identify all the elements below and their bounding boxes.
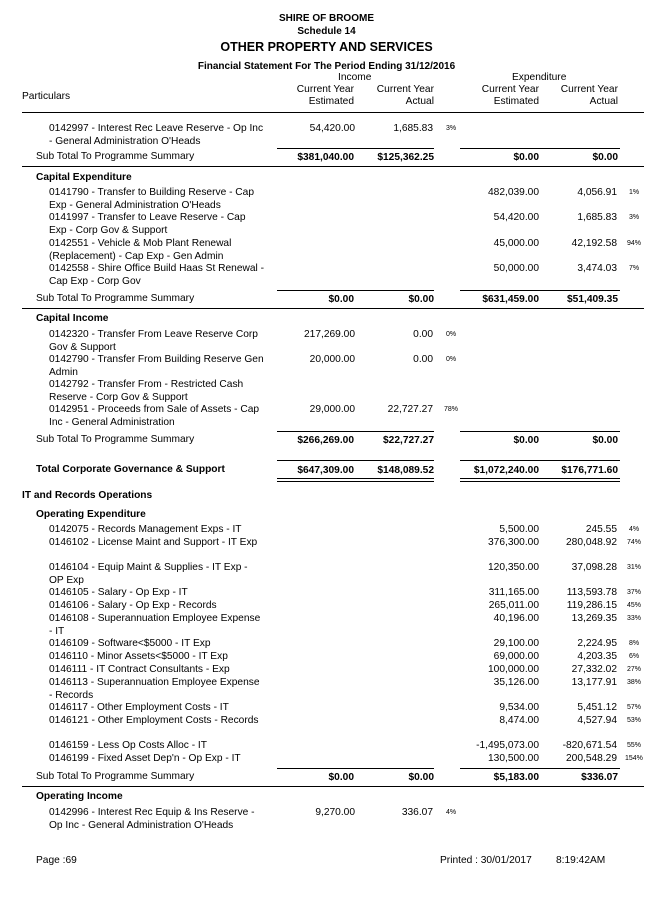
line-item-desc: 0146111 - IT Contract Consultants - Exp — [49, 664, 230, 675]
total-double-rule — [277, 478, 434, 482]
subtotal-rule — [277, 290, 434, 291]
line-item-desc: 0146104 - Equip Maint & Supplies - IT Exp - OP Exp — [49, 562, 248, 586]
divider-rule — [22, 166, 644, 167]
line-item-desc: 0142951 - Proceeds from Sale of Assets - Cap Inc - General Administration — [49, 404, 260, 428]
expenditure-estimated-value: 50,000.00 — [493, 263, 539, 274]
expenditure-percent: 94% — [627, 240, 642, 247]
expenditure-percent: 37% — [627, 589, 642, 596]
subtotal-rule — [277, 431, 434, 432]
expenditure-estimated-value: 8,474.00 — [499, 715, 539, 726]
expenditure-actual-value: 27,332.02 — [571, 664, 617, 675]
printed-time: 8:19:42AM — [556, 855, 606, 866]
subtotal-label: Sub Total To Programme Summary — [36, 293, 195, 304]
total-expenditure-actual: $176,771.60 — [561, 465, 618, 476]
expenditure-estimated-value: 5,500.00 — [499, 524, 539, 535]
expenditure-estimated-value: 376,300.00 — [488, 537, 539, 548]
expenditure-estimated-value: 35,126.00 — [493, 677, 539, 688]
expenditure-estimated-value: 40,196.00 — [493, 613, 539, 624]
expenditure-estimated-heading-l2: Estimated — [493, 96, 539, 107]
expenditure-percent: 3% — [629, 214, 640, 221]
expenditure-estimated-value: 100,000.00 — [488, 664, 539, 675]
total-double-rule — [460, 478, 620, 482]
total-income-actual: $148,089.52 — [377, 465, 434, 476]
divider-rule — [22, 786, 644, 787]
income-estimated-value: 29,000.00 — [309, 404, 355, 415]
line-item-desc: 0146113 - Superannuation Employee Expense - Records — [49, 677, 260, 701]
line-item-desc: 0141790 - Transfer to Building Reserve - Cap Exp - General Administration O'Heads — [49, 187, 254, 211]
income-actual-heading — [352, 84, 434, 108]
income-actual-value: 0.00 — [413, 354, 433, 365]
income-percent: 0% — [446, 356, 457, 363]
expenditure-actual-value: 4,203.35 — [577, 651, 617, 662]
expenditure-actual-value: 37,098.28 — [571, 562, 617, 573]
line-item-desc: 0142996 - Interest Rec Equip & Ins Reserve - Op Inc - General Administration O'Heads — [49, 807, 255, 831]
income-actual-heading-l1: Current Year — [376, 84, 434, 95]
expenditure-actual-value: 42,192.58 — [571, 238, 617, 249]
line-item-desc: 0146121 - Other Employment Costs - Records — [49, 715, 259, 726]
line-item-desc: 0142792 - Transfer From - Restricted Cash Reserve - Corp Gov & Support — [49, 379, 244, 403]
expenditure-actual-value: 5,451.12 — [577, 702, 617, 713]
line-item-desc: 0142790 - Transfer From Building Reserve Gen Admin — [49, 354, 264, 378]
income-actual-heading-l2: Actual — [405, 96, 434, 107]
expenditure-actual-value: 200,548.29 — [566, 753, 617, 764]
subtotal-income-estimated: $381,040.00 — [297, 152, 354, 163]
line-item-desc: 0146110 - Minor Assets<$5000 - IT Exp — [49, 651, 228, 662]
expenditure-percent: 6% — [629, 653, 640, 660]
subtotal-label: Sub Total To Programme Summary — [36, 151, 195, 162]
income-estimated-value: 54,420.00 — [309, 123, 355, 134]
expenditure-percent: 55% — [627, 742, 642, 749]
expenditure-percent: 154% — [625, 755, 643, 762]
expenditure-percent: 8% — [629, 640, 640, 647]
income-percent: 0% — [446, 331, 457, 338]
expenditure-actual-value: 119,286.15 — [566, 600, 617, 611]
expenditure-percent: 57% — [627, 704, 642, 711]
income-percent: 3% — [446, 125, 457, 132]
subtotal-income-actual: $22,727.27 — [383, 435, 434, 446]
expenditure-estimated-value: 482,039.00 — [488, 187, 539, 198]
expenditure-percent: 38% — [627, 679, 642, 686]
subtotal-income-actual: $0.00 — [408, 294, 434, 305]
line-item-desc: 0142320 - Transfer From Leave Reserve Corp Gov & Support — [49, 329, 258, 353]
total-expenditure-estimated: $1,072,240.00 — [473, 465, 539, 476]
line-item-desc: 0146102 - License Maint and Support - IT Exp — [49, 537, 258, 548]
particulars-heading: Particulars — [22, 91, 71, 102]
subtotal-income-estimated: $266,269.00 — [297, 435, 354, 446]
income-percent: 78% — [444, 406, 459, 413]
section-capital-expenditure: Capital Expenditure — [36, 172, 132, 183]
expenditure-actual-value: -820,671.54 — [562, 740, 617, 751]
expenditure-estimated-value: 54,420.00 — [493, 212, 539, 223]
subtotal-expenditure-actual: $51,409.35 — [567, 294, 618, 305]
income-estimated-heading — [270, 84, 354, 108]
subtotal-rule — [460, 431, 620, 432]
printed-date: Printed : 30/01/2017 — [440, 855, 532, 866]
total-income-estimated: $647,309.00 — [297, 465, 354, 476]
subtotal-expenditure-estimated: $0.00 — [513, 435, 539, 446]
program-title: IT and Records Operations — [22, 490, 153, 501]
header-rule — [22, 112, 644, 113]
expenditure-actual-value: 280,048.92 — [566, 537, 617, 548]
statement-subtitle: Financial Statement For The Period Ending 31/12/2016 — [197, 61, 456, 72]
expenditure-estimated-value: 311,165.00 — [488, 587, 539, 598]
expenditure-estimated-heading-l1: Current Year — [481, 84, 539, 95]
line-item-desc: 0146199 - Fixed Asset Dep'n - Op Exp - IT — [49, 753, 241, 764]
total-rule — [460, 460, 620, 461]
expenditure-actual-value: 245.55 — [585, 524, 617, 535]
page-number: Page :69 — [36, 855, 77, 866]
expenditure-percent: 27% — [627, 666, 642, 673]
divider-rule — [22, 308, 644, 309]
line-item-desc: 0142075 - Records Management Exps - IT — [49, 524, 242, 535]
subtotal-expenditure-estimated: $5,183.00 — [493, 772, 539, 783]
expenditure-estimated-value: 69,000.00 — [493, 651, 539, 662]
subtotal-expenditure-actual: $0.00 — [592, 152, 618, 163]
expenditure-percent: 53% — [627, 717, 642, 724]
line-item-desc: 0146106 - Salary - Op Exp - Records — [49, 600, 217, 611]
expenditure-percent: 1% — [629, 189, 640, 196]
total-label: Total Corporate Governance & Support — [36, 464, 225, 475]
subtotal-expenditure-estimated: $0.00 — [513, 152, 539, 163]
subtotal-expenditure-estimated: $631,459.00 — [482, 294, 539, 305]
subtotal-rule — [277, 148, 434, 149]
expenditure-heading: Expenditure — [512, 72, 567, 83]
expenditure-actual-heading-l2: Actual — [589, 96, 618, 107]
subtotal-rule — [460, 148, 620, 149]
income-heading: Income — [338, 72, 372, 83]
line-item-desc: 0142997 - Interest Rec Leave Reserve - Op Inc - General Administration O'Heads — [49, 123, 264, 147]
expenditure-actual-heading-l1: Current Year — [560, 84, 618, 95]
expenditure-percent: 31% — [627, 564, 642, 571]
subtotal-label: Sub Total To Programme Summary — [36, 771, 195, 782]
expenditure-actual-value: 113,593.78 — [566, 587, 617, 598]
income-estimated-heading-l2: Estimated — [308, 96, 354, 107]
subtotal-expenditure-actual: $336.07 — [581, 772, 618, 783]
expenditure-estimated-value: 45,000.00 — [493, 238, 539, 249]
subtotal-income-estimated: $0.00 — [328, 772, 354, 783]
income-estimated-heading-l1: Current Year — [296, 84, 354, 95]
expenditure-estimated-value: 130,500.00 — [488, 753, 539, 764]
income-percent: 4% — [446, 809, 457, 816]
income-estimated-value: 20,000.00 — [309, 354, 355, 365]
expenditure-estimated-value: 265,011.00 — [488, 600, 539, 611]
expenditure-estimated-value: 29,100.00 — [493, 638, 539, 649]
schedule-label: Schedule 14 — [297, 26, 356, 37]
subtotal-rule — [277, 768, 434, 769]
expenditure-actual-value: 1,685.83 — [577, 212, 617, 223]
income-estimated-value: 217,269.00 — [304, 329, 355, 340]
subtotal-income-actual: $0.00 — [408, 772, 434, 783]
subtotal-rule — [460, 768, 620, 769]
section-operating-expenditure: Operating Expenditure — [36, 509, 146, 520]
expenditure-actual-value: 4,527.94 — [577, 715, 617, 726]
expenditure-actual-value: 2,224.95 — [577, 638, 617, 649]
expenditure-actual-value: 4,056.91 — [577, 187, 617, 198]
expenditure-actual-heading — [536, 84, 618, 108]
line-item-desc: 0146105 - Salary - Op Exp - IT — [49, 587, 188, 598]
total-rule — [277, 460, 434, 461]
expenditure-estimated-heading — [455, 84, 539, 108]
expenditure-estimated-value: -1,495,073.00 — [476, 740, 539, 751]
org-name: SHIRE OF BROOME — [278, 13, 374, 24]
subtotal-label: Sub Total To Programme Summary — [36, 434, 195, 445]
income-estimated-value: 9,270.00 — [315, 807, 355, 818]
expenditure-percent: 74% — [627, 539, 642, 546]
expenditure-actual-value: 13,177.91 — [571, 677, 617, 688]
expenditure-actual-value: 13,269.35 — [571, 613, 617, 624]
line-item-desc: 0146159 - Less Op Costs Alloc - IT — [49, 740, 207, 751]
line-item-desc: 0146109 - Software<$5000 - IT Exp — [49, 638, 211, 649]
expenditure-estimated-value: 9,534.00 — [499, 702, 539, 713]
expenditure-percent: 33% — [627, 615, 642, 622]
line-item-desc: 0141997 - Transfer to Leave Reserve - Cap Exp - Corp Gov & Support — [49, 212, 246, 236]
expenditure-percent: 4% — [629, 526, 640, 533]
line-item-desc: 0142551 - Vehicle & Mob Plant Renewal (Replacement) - Cap Exp - Gen Admin — [49, 238, 232, 262]
income-actual-value: 1,685.83 — [393, 123, 433, 134]
income-actual-value: 0.00 — [413, 329, 433, 340]
section-capital-income: Capital Income — [36, 313, 109, 324]
line-item-desc: 0142558 - Shire Office Build Haas St Renewal - Cap Exp - Corp Gov — [49, 263, 264, 287]
subtotal-expenditure-actual: $0.00 — [592, 435, 618, 446]
expenditure-percent: 7% — [629, 265, 640, 272]
income-actual-value: 336.07 — [401, 807, 433, 818]
subtotal-income-estimated: $0.00 — [328, 294, 354, 305]
income-actual-value: 22,727.27 — [387, 404, 433, 415]
line-item-desc: 0146108 - Superannuation Employee Expense - IT — [49, 613, 261, 637]
expenditure-estimated-value: 120,350.00 — [488, 562, 539, 573]
section-operating-income: Operating Income — [36, 791, 123, 802]
page-title: OTHER PROPERTY AND SERVICES — [220, 40, 433, 54]
subtotal-income-actual: $125,362.25 — [377, 152, 434, 163]
expenditure-actual-value: 3,474.03 — [577, 263, 617, 274]
expenditure-percent: 45% — [627, 602, 642, 609]
subtotal-rule — [460, 290, 620, 291]
line-item-desc: 0146117 - Other Employment Costs - IT — [49, 702, 229, 713]
